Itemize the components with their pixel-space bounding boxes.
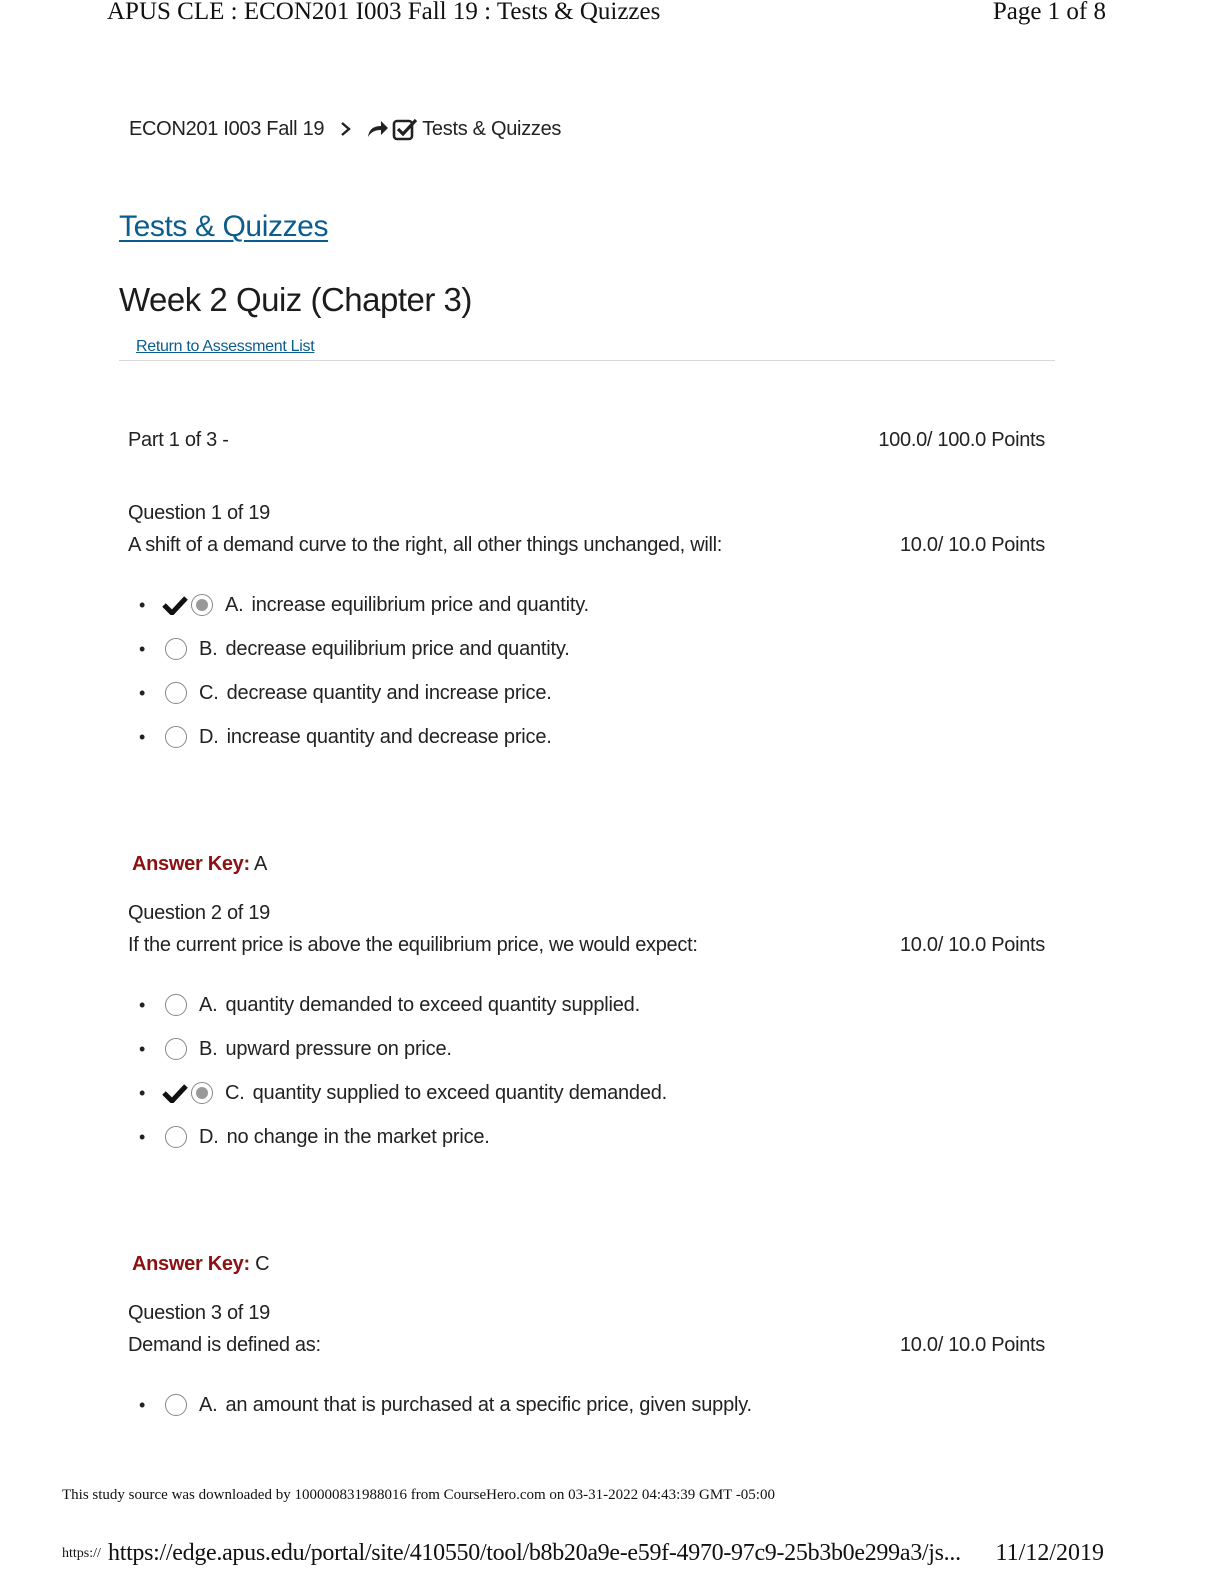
checkmark-icon <box>159 1083 191 1103</box>
print-header-page: Page 1 of 8 <box>992 0 1106 25</box>
answer-text: increase quantity and decrease price. <box>226 725 552 748</box>
question-number: Question 1 of 19 <box>128 502 270 524</box>
answer-text: no change in the market price. <box>226 1125 490 1148</box>
tool-title-link[interactable]: Tests & Quizzes <box>119 210 329 243</box>
divider <box>119 360 1055 361</box>
question-text: A shift of a demand curve to the right, all other things unchanged, will: <box>128 534 723 556</box>
answer-letter: D. <box>199 1125 219 1148</box>
answer-option[interactable]: • A. an amount that is purchased at a specific price, given supply. <box>138 1393 752 1416</box>
part-points: 100.0/ 100.0 Points <box>878 429 1045 451</box>
answer-option[interactable]: • A. quantity demanded to exceed quantity supplied. <box>138 993 640 1016</box>
answer-letter: A. <box>225 593 244 616</box>
answer-text: decrease quantity and increase price. <box>226 681 552 704</box>
answer-key: Answer Key: A <box>132 853 268 875</box>
answer-option[interactable]: • B. decrease equilibrium price and quantity. <box>138 637 570 660</box>
answer-option[interactable]: • B. upward pressure on price. <box>138 1037 452 1060</box>
footer-url-prefix: https:// <box>62 1546 101 1561</box>
radio-selected[interactable] <box>191 594 213 616</box>
footer-url: https://edge.apus.edu/portal/site/410550/tool/b8b20a9e-e59f-4970-97c9-25b3b0e299a3/js... <box>108 1540 961 1566</box>
radio-unselected[interactable] <box>165 1394 187 1416</box>
answer-text: quantity supplied to exceed quantity demanded. <box>252 1081 668 1104</box>
radio-unselected[interactable] <box>165 726 187 748</box>
question-points: 10.0/ 10.0 Points <box>899 1334 1045 1356</box>
question-text: Demand is defined as: <box>128 1334 321 1356</box>
print-header-title: APUS CLE : ECON201 I003 Fall 19 : Tests & Quizzes <box>107 0 661 25</box>
radio-unselected[interactable] <box>165 1038 187 1060</box>
footer-date: 11/12/2019 <box>995 1540 1104 1566</box>
page-title: Week 2 Quiz (Chapter 3) <box>119 281 472 318</box>
answer-key: Answer Key: C <box>132 1253 270 1275</box>
answer-letter: B. <box>199 1037 218 1060</box>
question-points: 10.0/ 10.0 Points <box>899 934 1045 956</box>
radio-unselected[interactable] <box>165 994 187 1016</box>
checkmark-icon <box>159 595 191 615</box>
answer-list <box>135 1383 752 1427</box>
question-number: Question 2 of 19 <box>128 902 270 924</box>
question-number: Question 3 of 19 <box>128 1302 270 1324</box>
chevron-right-icon <box>340 121 352 137</box>
answer-text: upward pressure on price. <box>225 1037 452 1060</box>
answer-letter: A. <box>199 1393 218 1416</box>
answer-list <box>135 983 667 1159</box>
question-text: If the current price is above the equilibrium price, we would expect: <box>128 934 698 956</box>
share-arrow-icon <box>366 119 390 139</box>
radio-unselected[interactable] <box>165 638 187 660</box>
breadcrumb-site[interactable]: ECON201 I003 Fall 19 <box>129 117 325 140</box>
answer-option[interactable]: • D. increase quantity and decrease price. <box>138 725 552 748</box>
radio-unselected[interactable] <box>165 682 187 704</box>
answer-letter: C. <box>199 681 219 704</box>
answer-list <box>135 583 589 759</box>
breadcrumb-tool[interactable]: Tests & Quizzes <box>422 117 562 140</box>
radio-unselected[interactable] <box>165 1126 187 1148</box>
answer-text: quantity demanded to exceed quantity supplied. <box>225 993 640 1016</box>
answer-letter: C. <box>225 1081 245 1104</box>
answer-text: decrease equilibrium price and quantity. <box>225 637 570 660</box>
answer-option[interactable]: • C. decrease quantity and increase price. <box>138 681 552 704</box>
answer-text: increase equilibrium price and quantity. <box>251 593 589 616</box>
answer-letter: D. <box>199 725 219 748</box>
breadcrumb <box>129 117 561 141</box>
answer-option[interactable]: • A. increase equilibrium price and quantity. <box>138 593 589 616</box>
answer-option[interactable]: • D. no change in the market price. <box>138 1125 490 1148</box>
question-points: 10.0/ 10.0 Points <box>899 534 1045 556</box>
return-to-list-link[interactable]: Return to Assessment List <box>136 338 315 355</box>
radio-selected[interactable] <box>191 1082 213 1104</box>
part-label: Part 1 of 3 - <box>128 429 229 451</box>
tests-quizzes-icon <box>366 117 418 141</box>
answer-text: an amount that is purchased at a specific price, given supply. <box>225 1393 752 1416</box>
answer-letter: A. <box>199 993 218 1016</box>
answer-option[interactable]: • C. quantity supplied to exceed quantity demanded. <box>138 1081 668 1104</box>
download-notice: This study source was downloaded by 100000831988016 from CourseHero.com on 03-31-2022 04:43:39 GMT -05:00 <box>62 1487 775 1503</box>
checkbox-checked-icon <box>392 117 418 141</box>
answer-letter: B. <box>199 637 218 660</box>
